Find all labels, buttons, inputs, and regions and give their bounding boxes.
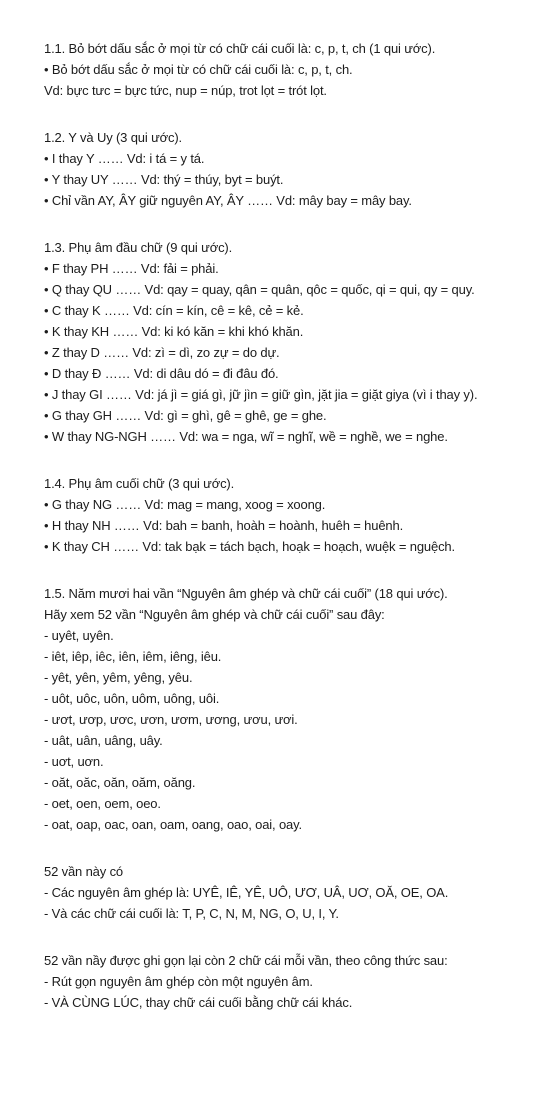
formula-heading: 52 vần nầy được ghi gọn lại còn 2 chữ cái mỗi vần, theo công thức sau: bbox=[44, 953, 448, 968]
rule-item: • Y thay UY …… Vd: thý = thúy, byt = buýt. bbox=[44, 172, 284, 187]
section-1-4 bbox=[44, 473, 540, 557]
rule-item: • W thay NG-NGH …… Vd: wa = nga, wĩ = nghĩ, wề = nghề, we = nghe. bbox=[44, 429, 448, 444]
list-item: - Rút gọn nguyên âm ghép còn một nguyên âm. bbox=[44, 974, 313, 989]
list-item: - uât, uân, uâng, uây. bbox=[44, 733, 163, 748]
rule-item: • G thay NG …… Vd: mag = mang, xoog = xoong. bbox=[44, 497, 326, 512]
rule-item: • F thay PH …… Vd: fải = phải. bbox=[44, 261, 219, 276]
list-item: - uơt, uơn. bbox=[44, 754, 104, 769]
rule-item: • Bỏ bớt dấu sắc ở mọi từ có chữ cái cuối là: c, p, t, ch. bbox=[44, 62, 353, 77]
section-1-3 bbox=[44, 237, 540, 447]
list-item: - VÀ CÙNG LÚC, thay chữ cái cuối bằng chữ cái khác. bbox=[44, 995, 353, 1010]
section-heading: 1.5. Năm mươi hai vần “Nguyên âm ghép và chữ cái cuối” (18 qui ước). bbox=[44, 586, 448, 601]
rule-item: • Q thay QU …… Vd: qay = quay, qân = quân, qôc = quốc, qi = qui, qy = quy. bbox=[44, 282, 475, 297]
summary-heading: 52 vần này có bbox=[44, 864, 123, 879]
rule-item: • K thay CH …… Vd: tak bạk = tách bạch, hoạk = hoạch, wuệk = nguệch. bbox=[44, 539, 455, 554]
list-item: - oet, oen, oem, oeo. bbox=[44, 796, 161, 811]
rule-item: • H thay NH …… Vd: bah = banh, hoàh = hoành, huêh = huênh. bbox=[44, 518, 404, 533]
rule-item: • Chỉ vần AY, ÂY giữ nguyên AY, ÂY …… Vd: mây bay = mây bay. bbox=[44, 193, 412, 208]
list-item: - oăt, oăc, oăn, oăm, oăng. bbox=[44, 775, 196, 790]
list-item: - Các nguyên âm ghép là: UYÊ, IÊ, YÊ, UÔ, ƯƠ, UÂ, UƠ, OĂ, OE, OA. bbox=[44, 885, 449, 900]
section-1-2 bbox=[44, 127, 540, 211]
rule-item: • C thay K …… Vd: cín = kín, cê = kê, cẻ = kẻ. bbox=[44, 303, 304, 318]
section-heading: 1.3. Phụ âm đầu chữ (9 qui ước). bbox=[44, 240, 233, 255]
rule-item: • I thay Y …… Vd: i tá = y tá. bbox=[44, 151, 205, 166]
rule-item: • G thay GH …… Vd: gì = ghì, gê = ghê, ge = ghe. bbox=[44, 408, 327, 423]
list-item: - yêt, yên, yêm, yêng, yêu. bbox=[44, 670, 193, 685]
section-formula bbox=[44, 950, 540, 1013]
intro-line: Hãy xem 52 vần “Nguyên âm ghép và chữ cái cuối” sau đây: bbox=[44, 607, 385, 622]
rule-item: • D thay Đ …… Vd: di dâu dó = đi đâu đó. bbox=[44, 366, 279, 381]
list-item: - oat, oap, oac, oan, oam, oang, oao, oai, oay. bbox=[44, 817, 302, 832]
section-1-5 bbox=[44, 583, 540, 835]
section-heading: 1.1. Bỏ bớt dấu sắc ở mọi từ có chữ cái cuối là: c, p, t, ch (1 qui ước). bbox=[44, 41, 436, 56]
list-item: - uôt, uôc, uôn, uôm, uông, uôi. bbox=[44, 691, 220, 706]
list-item: - uyêt, uyên. bbox=[44, 628, 114, 643]
rule-item: • J thay GI …… Vd: já jì = giá gì, jữ jìn = giữ gìn, jặt jia = giặt giya (vì i thay y). bbox=[44, 387, 478, 402]
rule-item: • Z thay D …… Vd: zì = dì, zo zự = do dự. bbox=[44, 345, 280, 360]
list-item: - Và các chữ cái cuối là: T, P, C, N, M, NG, O, U, I, Y. bbox=[44, 906, 339, 921]
section-heading: 1.2. Y và Uy (3 qui ước). bbox=[44, 130, 182, 145]
section-heading: 1.4. Phụ âm cuối chữ (3 qui ước). bbox=[44, 476, 235, 491]
list-item: - iêt, iêp, iêc, iên, iêm, iêng, iêu. bbox=[44, 649, 222, 664]
list-item: - ươt, ươp, ươc, ươn, ươm, ương, ươu, ươi. bbox=[44, 712, 298, 727]
rule-item: • K thay KH …… Vd: ki kó kăn = khi khó khăn. bbox=[44, 324, 304, 339]
section-1-1 bbox=[44, 38, 540, 101]
section-summary bbox=[44, 861, 540, 924]
example-line: Vd: bực tưc = bực tức, nup = núp, trot lọt = trót lọt. bbox=[44, 83, 327, 98]
